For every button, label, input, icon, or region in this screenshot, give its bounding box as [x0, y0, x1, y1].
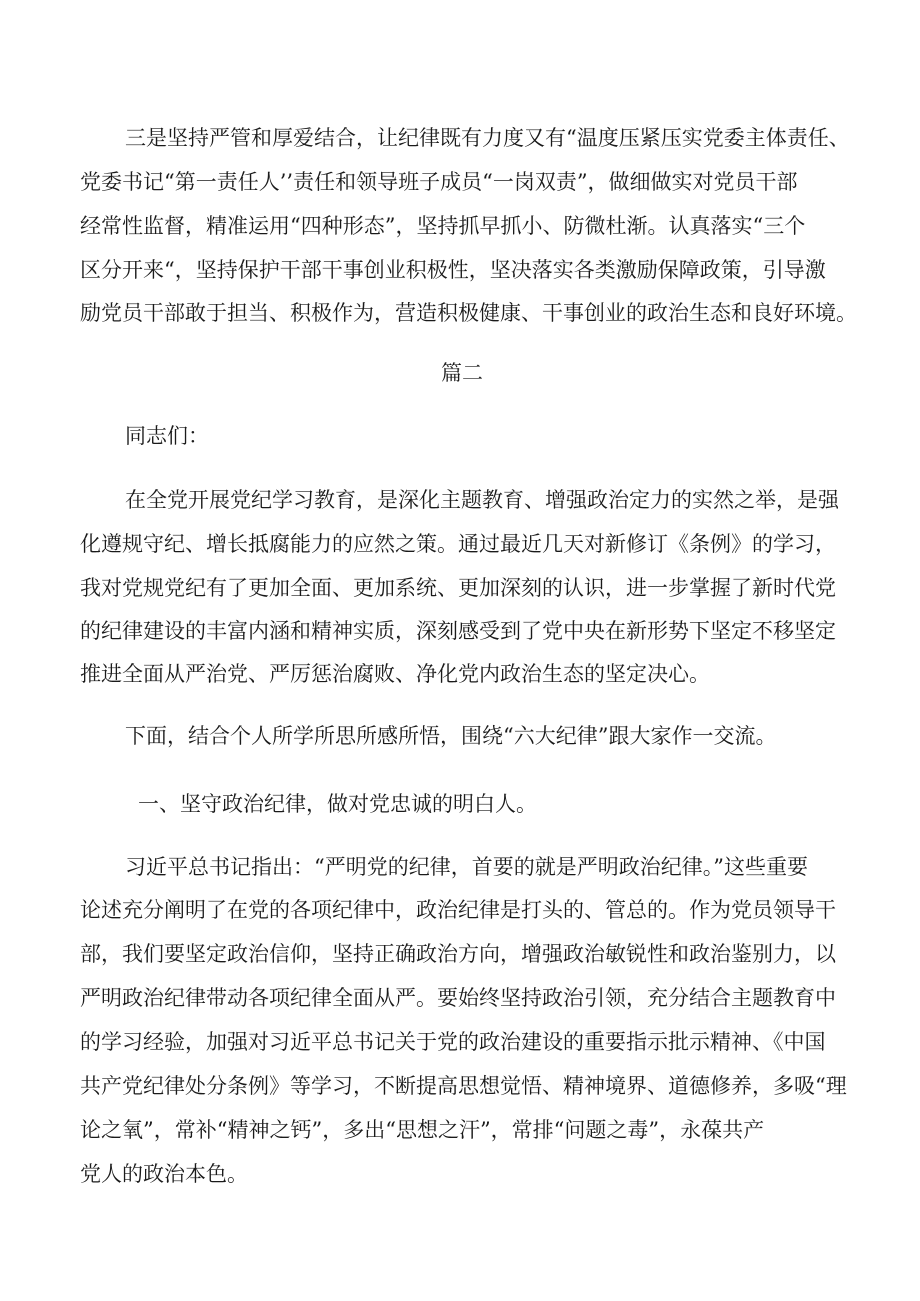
paragraph-line: 论之氧”，常补“精神之钙”，多出“思想之汗”，常排“问题之毒”，永葆共产	[80, 1118, 765, 1142]
paragraph-line: 我对党规党纪有了更加全面、更加系统、更加深刻的认识，进一步掌握了新时代党	[80, 576, 836, 600]
paragraph-line: 经常性监督，精准运用“四种形态”，坚持抓早抓小、防微杜渐。认真落实“三个	[80, 214, 806, 238]
section-title: 篇二	[441, 361, 483, 385]
paragraph-line: 推进全面从严治党、严厉惩治腐败、净化党内政治生态的坚定决心。	[80, 662, 710, 686]
paragraph-line: 党委书记“第一责任人’’责任和领导班子成员“一岗双责”，做细做实对党员干部	[80, 170, 798, 194]
paragraph-line: 三是坚持严管和厚爱结合，让纪律既有力度又有“温度压紧压实党委主体责任、	[125, 126, 850, 150]
paragraph-3: 下面，结合个人所学所思所感所悟，围绕“六大纪律”跟大家作一交流。	[125, 724, 777, 748]
paragraph-line: 在全党开展党纪学习教育，是深化主题教育、增强政治定力的实然之举，是强	[125, 488, 839, 512]
salutation: 同志们：	[125, 424, 209, 448]
paragraph-line: 共产党纪律处分条例》等学习，不断提高思想觉悟、精神境界、道德修养，多吸“理	[80, 1074, 847, 1098]
heading-political-discipline: 一、坚守政治纪律，做对党忠诚的明白人。	[138, 792, 537, 816]
paragraph-line: 的纪律建设的丰富内涵和精神实质，深刻感受到了党中央在新形势下坚定不移坚定	[80, 619, 836, 643]
paragraph-line: 严明政治纪律带动各项纪律全面从严。要始终坚持政治引领，充分结合主题教育中	[80, 986, 836, 1010]
paragraph-line: 励党员干部敢于担当、积极作为，营造积极健康、干事创业的政治生态和良好环境。	[80, 301, 857, 325]
paragraph-line: 化遵规守纪、增长抵腐能力的应然之策。通过最近几天对新修订《条例》的学习，	[80, 532, 836, 556]
paragraph-line: 党人的政治本色。	[80, 1162, 248, 1186]
paragraph-line: 区分开来“，坚持保护干部干事创业积极性，坚决落实各类激励保障政策，引导激	[80, 258, 826, 282]
paragraph-line: 论述充分阐明了在党的各项纪律中，政治纪律是打头的、管总的。作为党员领导干	[80, 898, 836, 922]
paragraph-line: 习近平总书记指出：“严明党的纪律，首要的就是严明政治纪律。”这些重要	[125, 855, 808, 879]
paragraph-line: 部，我们要坚定政治信仰，坚持正确政治方向，增强政治敏锐性和政治鉴别力，以	[80, 942, 836, 966]
paragraph-line: 的学习经验，加强对习近平总书记关于党的政治建设的重要指示批示精神、《中国	[80, 1030, 826, 1054]
